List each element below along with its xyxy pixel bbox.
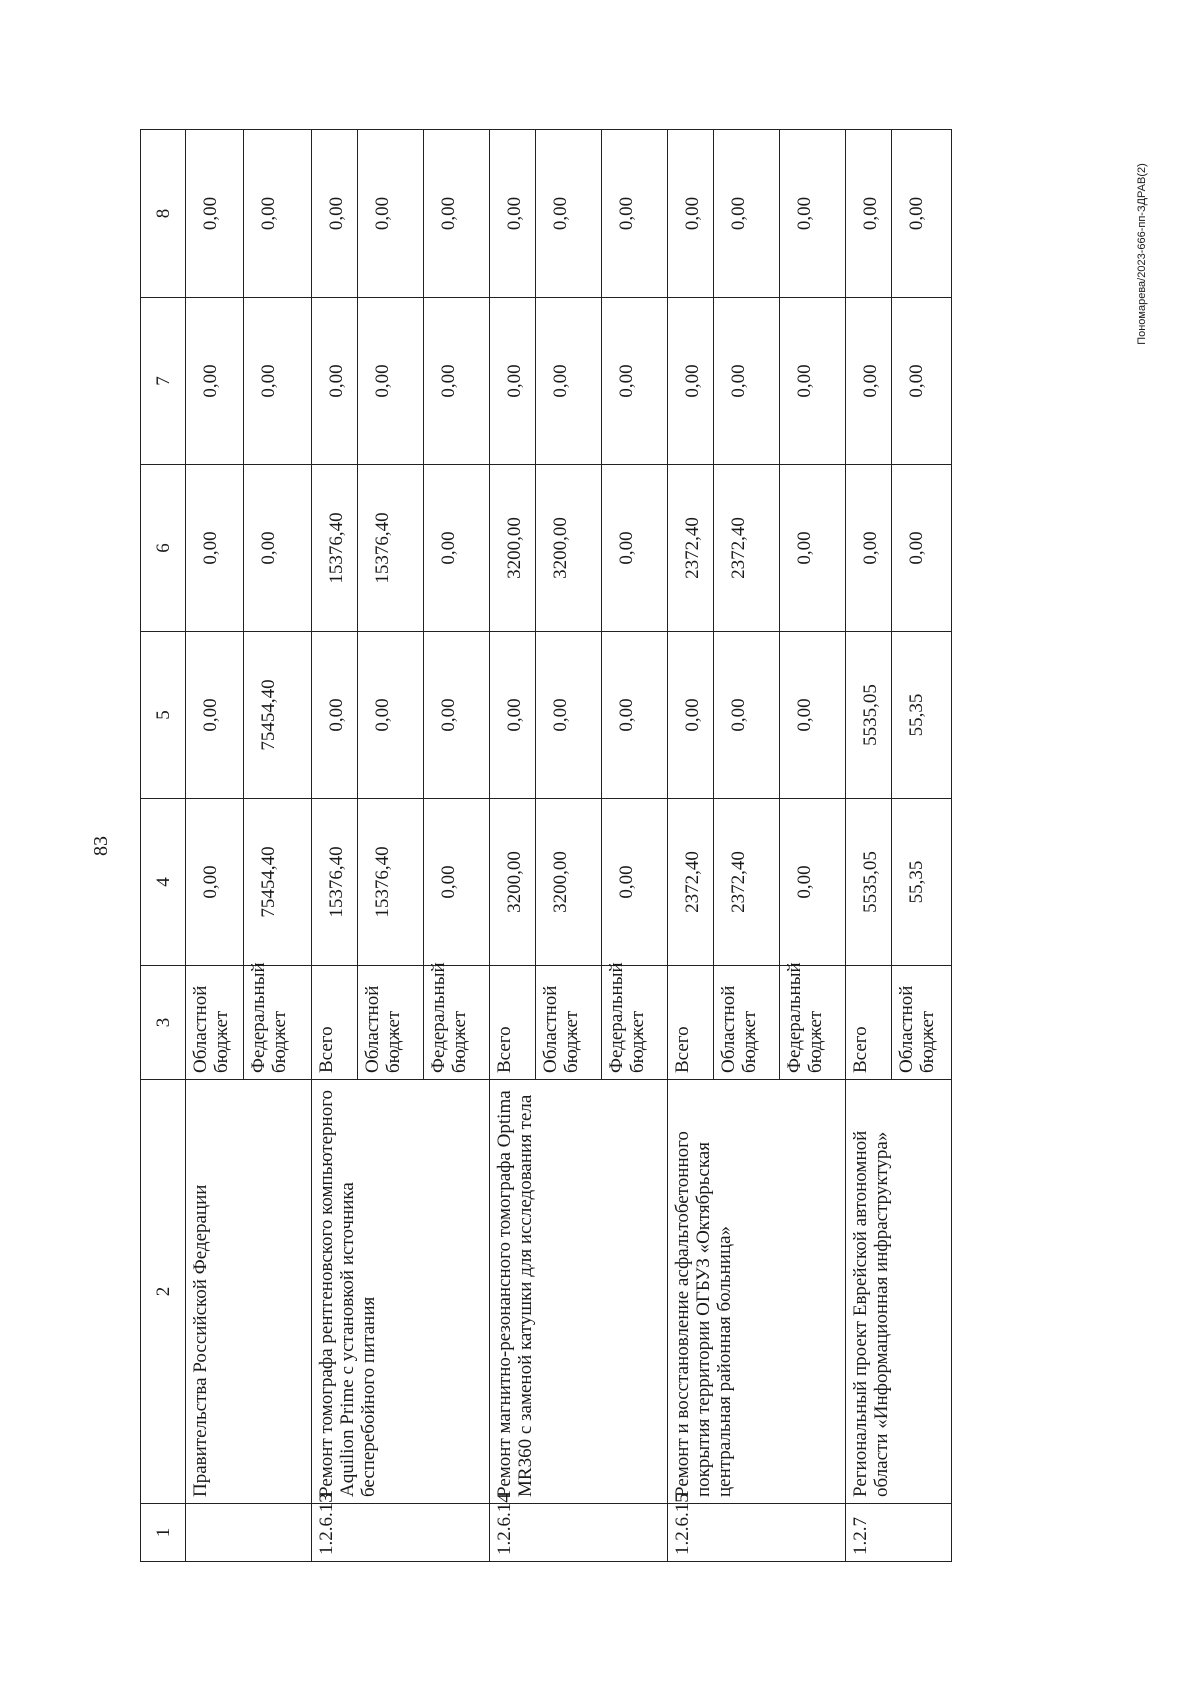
footer-document-code: Пономарева/2023-666-пп-ЗДРАВ(2)	[1136, 163, 1148, 345]
row-code: 1.2.6.15	[668, 1504, 846, 1562]
row-code: 1.2.6.13	[312, 1504, 490, 1562]
value-col-8: 0,00	[536, 130, 602, 298]
value-col-4: 15376,40	[312, 799, 358, 966]
value-col-5: 0,00	[358, 632, 424, 799]
value-col-7: 0,00	[424, 298, 490, 465]
value-col-4: 0,00	[186, 799, 244, 966]
value-col-8: 0,00	[602, 130, 668, 298]
value-col-8: 0,00	[424, 130, 490, 298]
funding-source: Федеральный бюджет	[244, 966, 312, 1080]
header-col-6: 6	[141, 465, 186, 632]
value-col-4: 2372,40	[714, 799, 780, 966]
value-col-5: 0,00	[602, 632, 668, 799]
value-col-7: 0,00	[714, 298, 780, 465]
row-name: Правительства Российской Федерации	[186, 1080, 312, 1504]
value-col-4: 0,00	[424, 799, 490, 966]
value-col-4: 3200,00	[536, 799, 602, 966]
value-col-5: 0,00	[424, 632, 490, 799]
row-code: 1.2.7	[846, 1504, 952, 1562]
value-col-5: 5535,05	[846, 632, 892, 799]
funding-source: Областной бюджет	[892, 966, 952, 1080]
value-col-6: 0,00	[602, 465, 668, 632]
value-col-8: 0,00	[312, 130, 358, 298]
header-col-1: 1	[141, 1504, 186, 1562]
header-col-4: 4	[141, 799, 186, 966]
funding-source: Областной бюджет	[536, 966, 602, 1080]
value-col-7: 0,00	[846, 298, 892, 465]
funding-source: Всего	[312, 966, 358, 1080]
funding-source: Областной бюджет	[714, 966, 780, 1080]
value-col-5: 55,35	[892, 632, 952, 799]
value-col-5: 75454,40	[244, 632, 312, 799]
value-col-7: 0,00	[186, 298, 244, 465]
row-name: Региональный проект Еврейской автономной области «Информационная инфраструктура»	[846, 1080, 952, 1504]
value-col-4: 5535,05	[846, 799, 892, 966]
row-code: 1.2.6.14	[490, 1504, 668, 1562]
value-col-6: 0,00	[892, 465, 952, 632]
value-col-7: 0,00	[892, 298, 952, 465]
funding-source: Областной бюджет	[358, 966, 424, 1080]
value-col-5: 0,00	[714, 632, 780, 799]
row-name: Ремонт и восстановление асфальтобетонного покрытия территории ОГБУЗ «Октябрьская центральная районная больница»	[668, 1080, 846, 1504]
value-col-7: 0,00	[780, 298, 846, 465]
value-col-5: 0,00	[186, 632, 244, 799]
page-number: 83	[90, 836, 112, 856]
value-col-8: 0,00	[186, 130, 244, 298]
value-col-6: 0,00	[244, 465, 312, 632]
value-col-4: 0,00	[602, 799, 668, 966]
value-col-7: 0,00	[312, 298, 358, 465]
value-col-6: 15376,40	[358, 465, 424, 632]
funding-source: Федеральный бюджет	[602, 966, 668, 1080]
header-col-2: 2	[141, 1080, 186, 1504]
value-col-7: 0,00	[490, 298, 536, 465]
value-col-5: 0,00	[780, 632, 846, 799]
value-col-7: 0,00	[244, 298, 312, 465]
funding-source: Всего	[490, 966, 536, 1080]
header-col-3: 3	[141, 966, 186, 1080]
value-col-5: 0,00	[668, 632, 714, 799]
value-col-6: 0,00	[780, 465, 846, 632]
value-col-8: 0,00	[244, 130, 312, 298]
value-col-4: 55,35	[892, 799, 952, 966]
budget-table-container	[140, 130, 1046, 1562]
value-col-4: 15376,40	[358, 799, 424, 966]
table-row	[312, 130, 358, 1562]
funding-source: Всего	[846, 966, 892, 1080]
value-col-8: 0,00	[846, 130, 892, 298]
budget-table	[140, 129, 952, 1562]
value-col-8: 0,00	[780, 130, 846, 298]
value-col-6: 0,00	[424, 465, 490, 632]
value-col-5: 0,00	[490, 632, 536, 799]
value-col-7: 0,00	[536, 298, 602, 465]
value-col-4: 3200,00	[490, 799, 536, 966]
value-col-8: 0,00	[892, 130, 952, 298]
value-col-6: 2372,40	[714, 465, 780, 632]
table-row	[186, 130, 244, 1562]
value-col-6: 3200,00	[536, 465, 602, 632]
value-col-7: 0,00	[602, 298, 668, 465]
value-col-7: 0,00	[668, 298, 714, 465]
value-col-5: 0,00	[312, 632, 358, 799]
value-col-4: 0,00	[780, 799, 846, 966]
funding-source: Федеральный бюджет	[780, 966, 846, 1080]
value-col-6: 15376,40	[312, 465, 358, 632]
funding-source: Областной бюджет	[186, 966, 244, 1080]
table-row	[668, 130, 714, 1562]
value-col-6: 2372,40	[668, 465, 714, 632]
value-col-8: 0,00	[358, 130, 424, 298]
row-name: Ремонт томографа рентгеновского компьютерного Aquilion Prime с установкой источника бесперебойного питания	[312, 1080, 490, 1504]
table-row	[490, 130, 536, 1562]
funding-source: Всего	[668, 966, 714, 1080]
value-col-8: 0,00	[668, 130, 714, 298]
header-col-8: 8	[141, 130, 186, 298]
row-name: Ремонт магнитно-резонансного томографа Optima MR360 с заменой катушки для исследования тела	[490, 1080, 668, 1504]
row-code	[186, 1504, 312, 1562]
value-col-5: 0,00	[536, 632, 602, 799]
value-col-6: 0,00	[186, 465, 244, 632]
value-col-4: 75454,40	[244, 799, 312, 966]
value-col-6: 3200,00	[490, 465, 536, 632]
header-row	[141, 130, 186, 1562]
funding-source: Федеральный бюджет	[424, 966, 490, 1080]
value-col-7: 0,00	[358, 298, 424, 465]
value-col-6: 0,00	[846, 465, 892, 632]
value-col-4: 2372,40	[668, 799, 714, 966]
value-col-8: 0,00	[714, 130, 780, 298]
header-col-5: 5	[141, 632, 186, 799]
table-row	[846, 130, 892, 1562]
header-col-7: 7	[141, 298, 186, 465]
value-col-8: 0,00	[490, 130, 536, 298]
